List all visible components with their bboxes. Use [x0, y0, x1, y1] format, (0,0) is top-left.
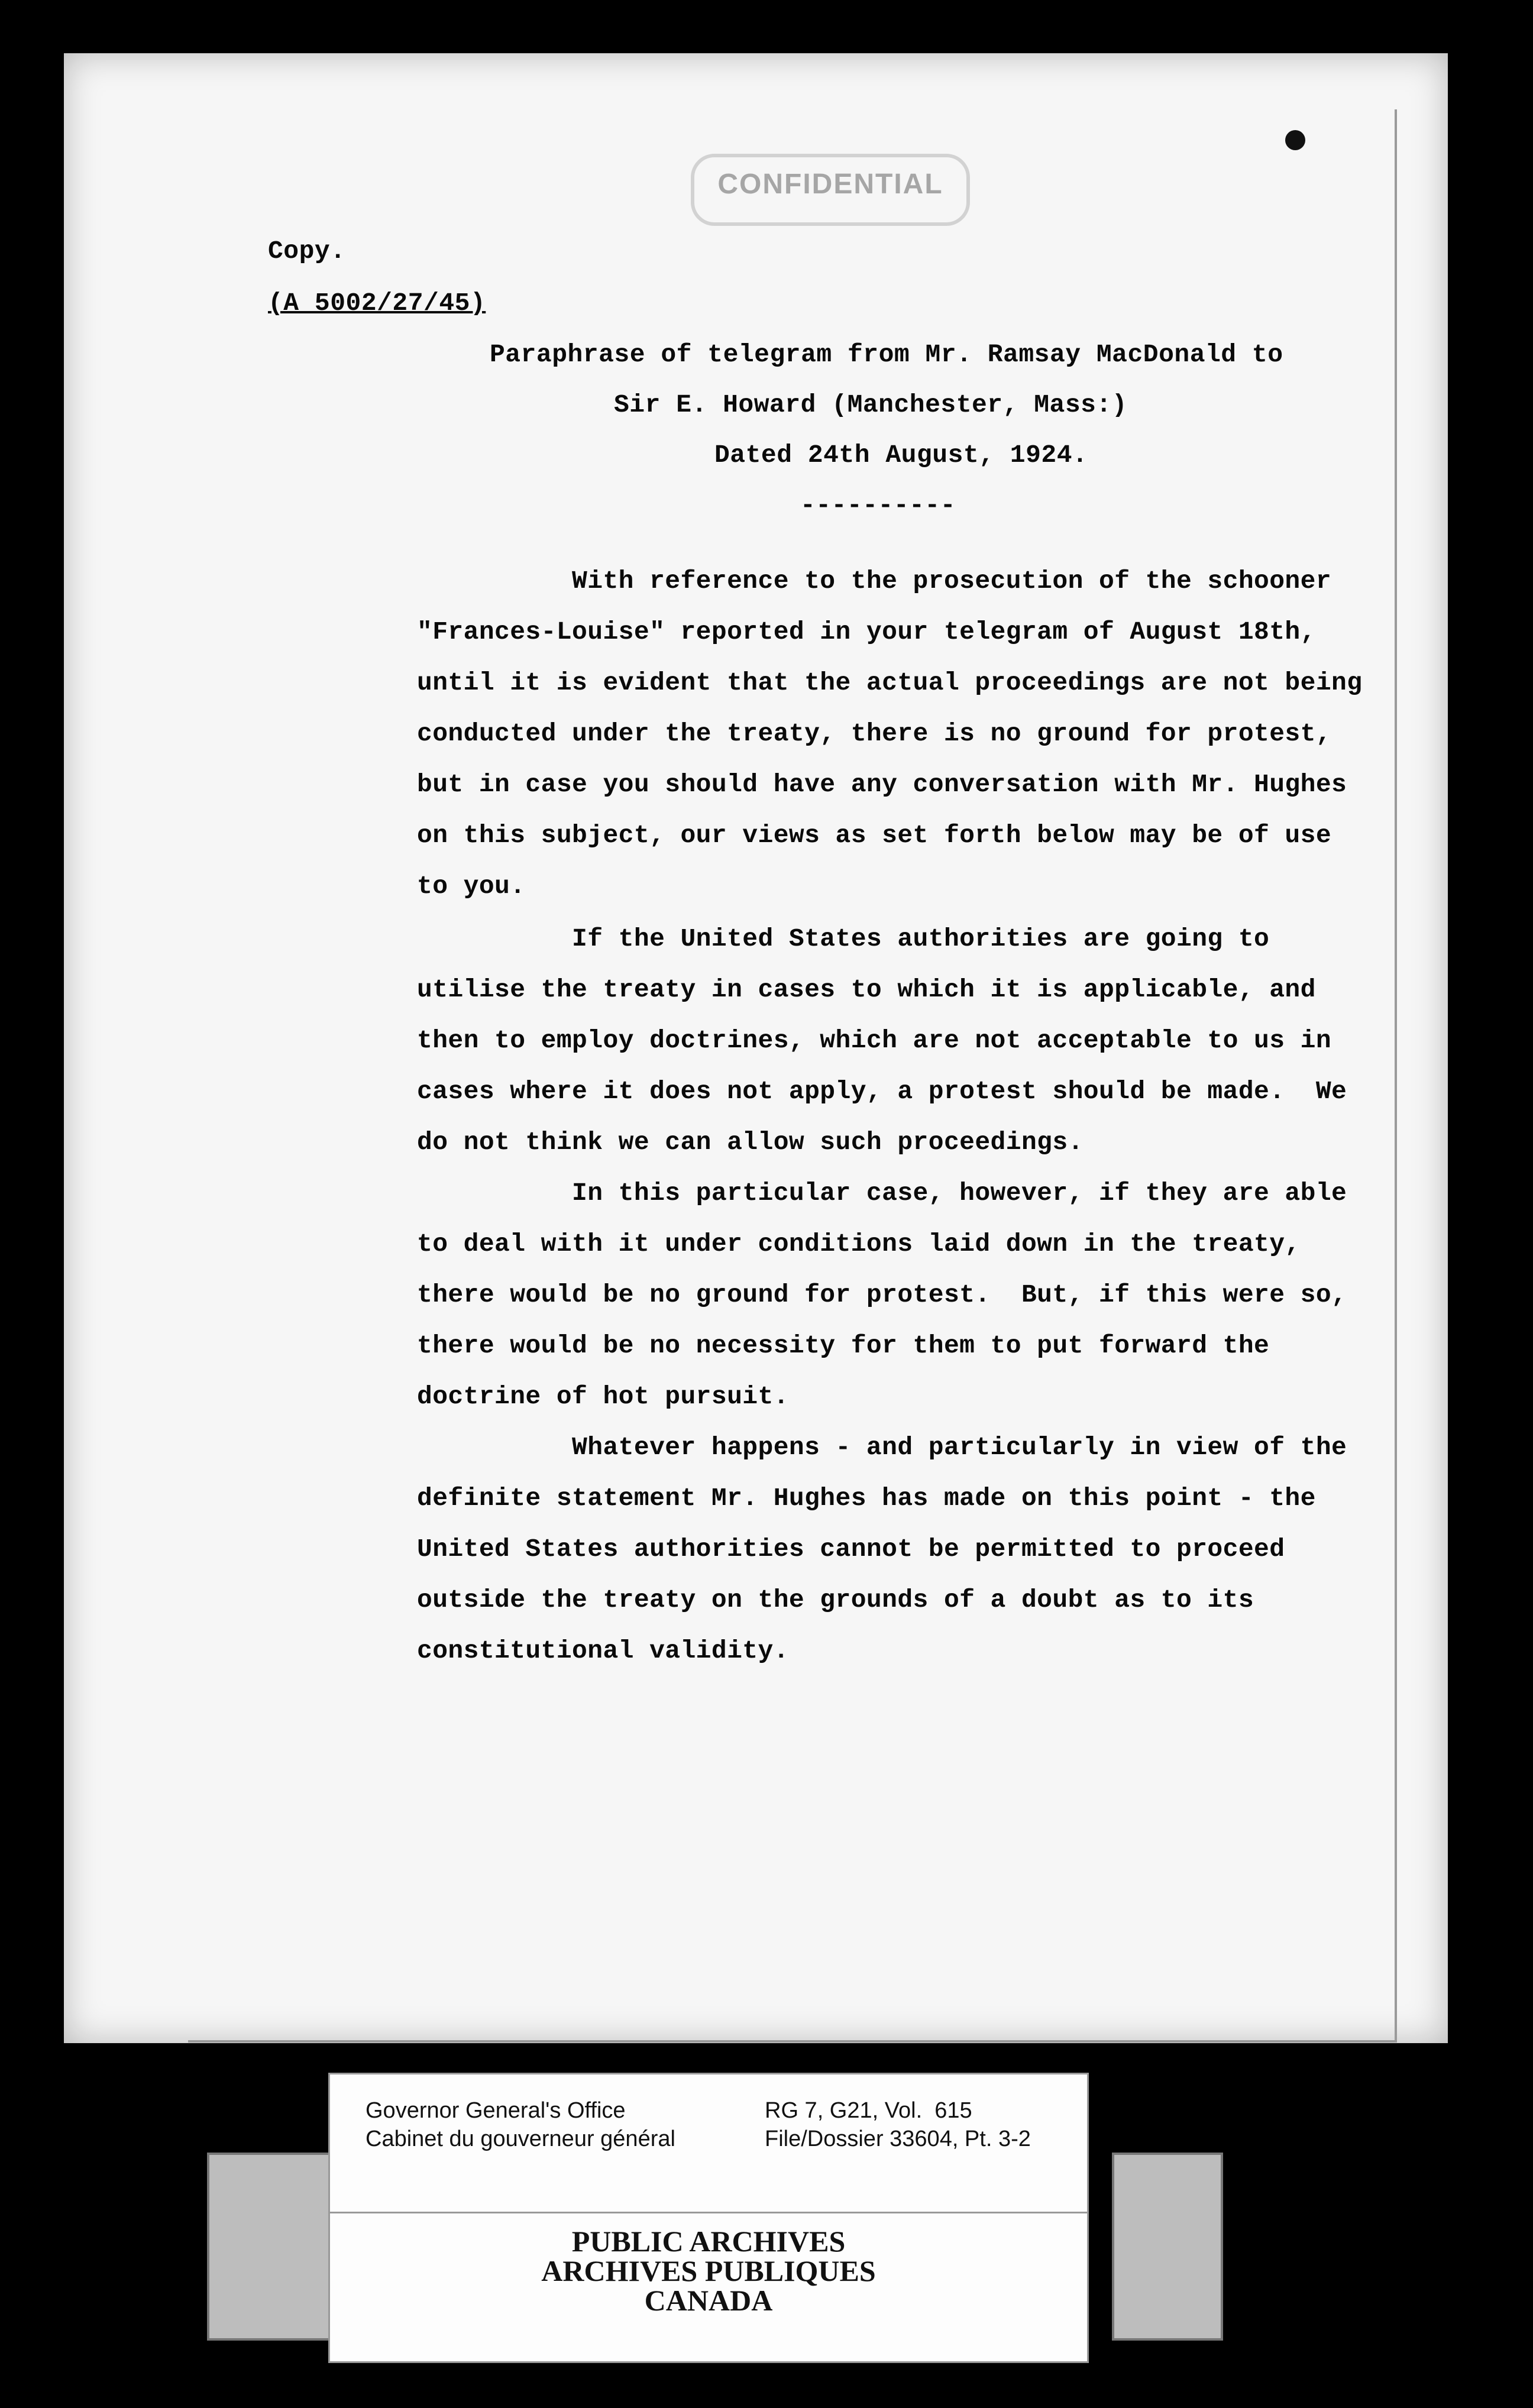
file-number: File/Dossier 33604, Pt. 3-2 [765, 2127, 1031, 2151]
archive-label-card [328, 2073, 1089, 2215]
paragraph-3: In this particular case, however, if they are able to deal with it under conditions laid down in the treaty, there would be no ground for protest. But, if this were so, there would be no necessity for them to put forward the doctrine of hot pursuit. [417, 1179, 1347, 1411]
record-group: RG 7, G21, Vol. 615 [765, 2098, 972, 2123]
paragraph-4: Whatever happens - and particularly in view of the definite statement Mr. Hughes has made on this point - the United States authorities cannot be permitted to proceed outside the treaty on the grounds of a doubt as to its constitutional validity. [417, 1433, 1347, 1665]
office-name-en: Governor General's Office [366, 2098, 626, 2123]
film-frame-right [1112, 2153, 1223, 2341]
paragraph-1: With reference to the prosecution of the schooner "Frances-Louise" reported in your telegram of August 18th, until it is evident that the actual proceedings are not being conducted under the treaty, there is no ground for protest, but in case you should have any conversation with Mr. Hughes on this subject, our views as set forth below may be of use to you. [417, 567, 1363, 901]
divider: ---------- [800, 491, 956, 520]
title-line-1: Paraphrase of telegram from Mr. Ramsay MacDonald to [490, 340, 1283, 369]
document-page [64, 53, 1448, 2043]
stamp-text: CONFIDENTIAL [717, 169, 943, 200]
date-line: Dated 24th August, 1924. [714, 441, 1088, 470]
paragraph-2: If the United States authorities are going to utilise the treaty in cases to which it is applicable, and then to employ doctrines, which are not acceptable to us in cases where it does not apply, a protest should be made. We do not think we can allow such proceedings. [417, 924, 1347, 1157]
reference-number: (A 5002/27/45) [268, 289, 486, 318]
archives-line-1: PUBLIC ARCHIVES [571, 2225, 846, 2258]
archives-line-2: ARCHIVES PUBLIQUES [541, 2254, 876, 2287]
office-name-fr: Cabinet du gouverneur général [366, 2127, 675, 2151]
confidential-stamp [691, 154, 970, 226]
title-line-2: Sir E. Howard (Manchester, Mass:) [614, 390, 1128, 419]
copy-label: Copy. [268, 237, 346, 266]
archives-line-3: CANADA [644, 2284, 773, 2317]
public-archives-stamp [328, 2212, 1089, 2363]
film-frame-left [207, 2153, 348, 2341]
punch-hole [1285, 130, 1305, 150]
